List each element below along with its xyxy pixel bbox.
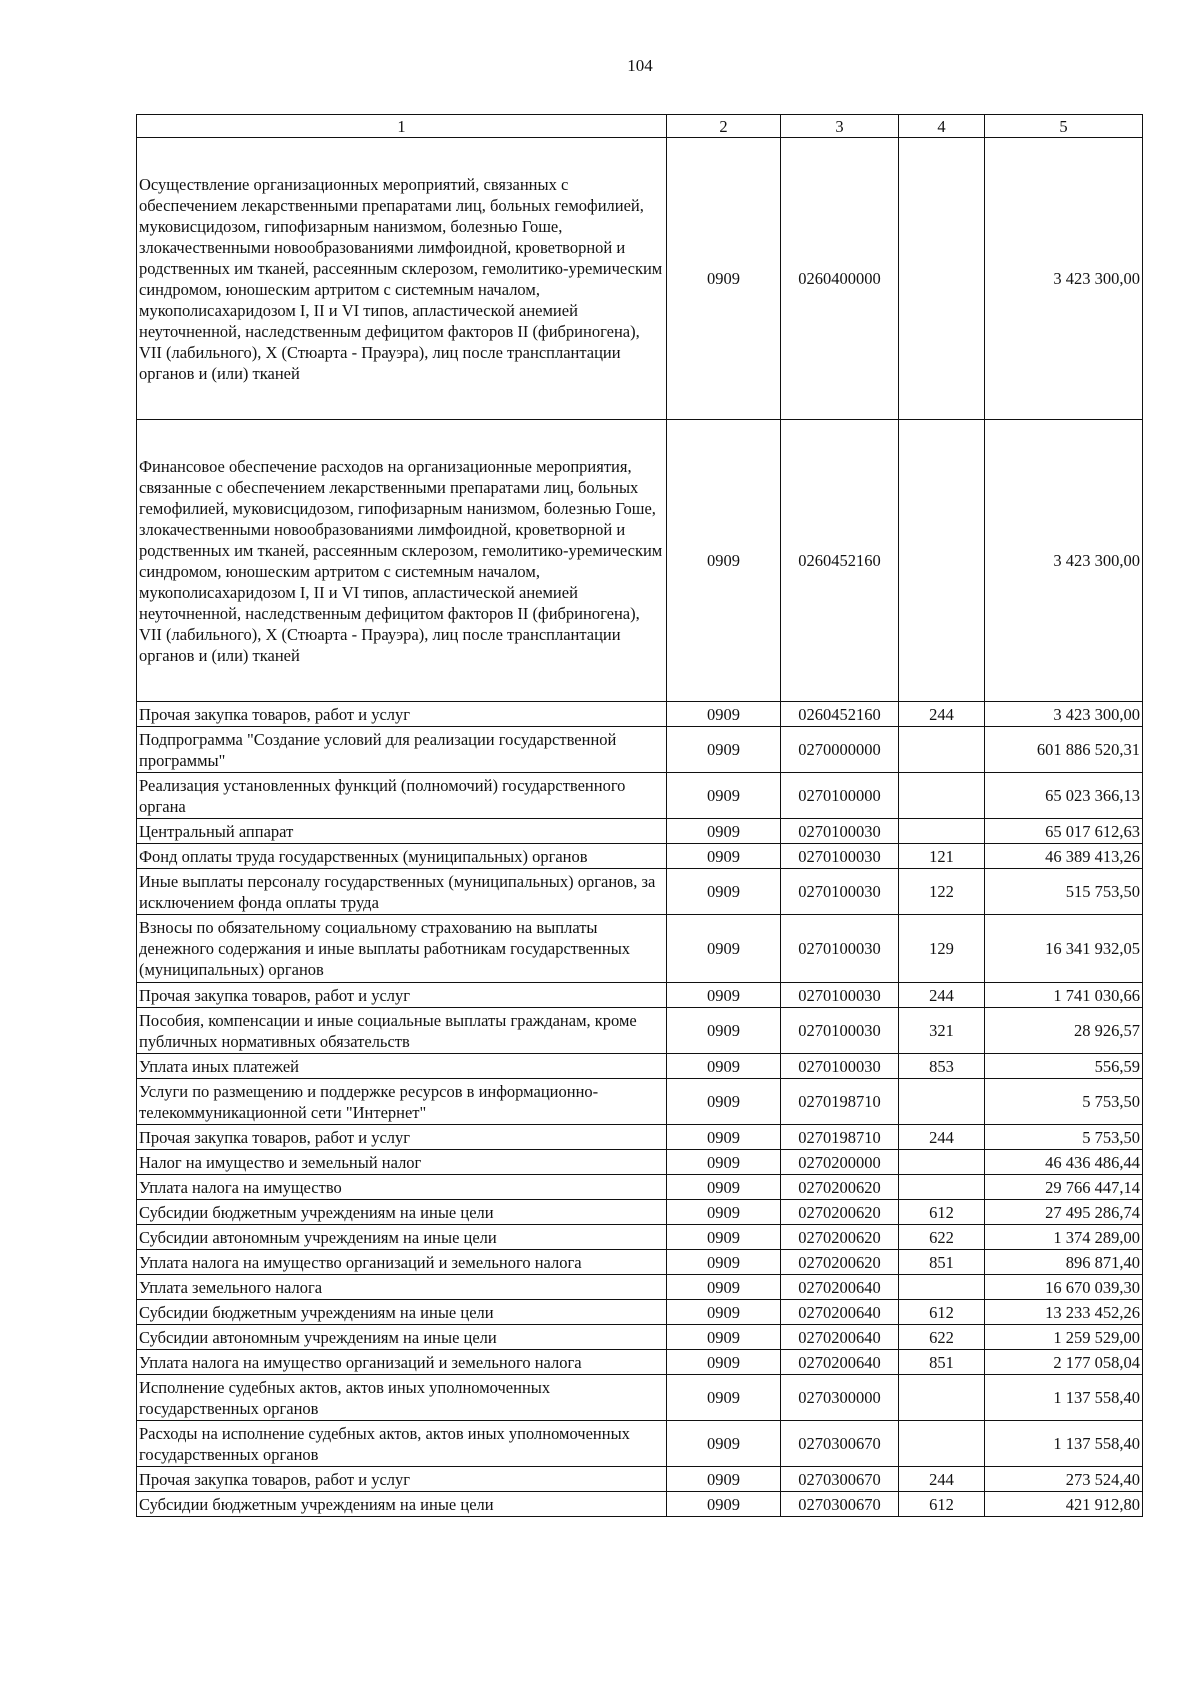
table-header-row bbox=[137, 115, 1143, 138]
section-code-cell: 0909 bbox=[667, 1200, 781, 1225]
table-row bbox=[137, 420, 1143, 702]
amount-cell: 1 259 529,00 bbox=[985, 1325, 1143, 1350]
section-code-cell: 0909 bbox=[667, 1300, 781, 1325]
amount-cell: 3 423 300,00 bbox=[985, 702, 1143, 727]
amount-cell: 46 389 413,26 bbox=[985, 844, 1143, 869]
table-row bbox=[137, 1150, 1143, 1175]
amount-cell: 421 912,80 bbox=[985, 1492, 1143, 1517]
amount-cell: 5 753,50 bbox=[985, 1079, 1143, 1125]
description-cell: Осуществление организационных мероприятий, связанных с обеспечением лекарственными препаратами лиц, больных гемофилией, муковисцидозом, гипофизарным нанизмом, болезнью Гоше, злокачественными новообразованиями лимфоидной, кроветворной и родственных им тканей, рассеянным склерозом, гемолитико-уремическим синдромом, юношеским артритом с системным началом, мукополисахаридозом I, II и VI типов, апластической анемией неуточненной, наследственным дефицитом факторов II (фибриногена), VII (лабильного), X (Стюарта - Прауэра), лиц после трансплантации органов и (или) тканей bbox=[137, 138, 667, 420]
table-row bbox=[137, 727, 1143, 773]
target-article-cell: 0270200620 bbox=[781, 1175, 899, 1200]
table-row bbox=[137, 1492, 1143, 1517]
section-code-cell: 0909 bbox=[667, 1008, 781, 1054]
amount-cell: 1 374 289,00 bbox=[985, 1225, 1143, 1250]
target-article-cell: 0260452160 bbox=[781, 420, 899, 702]
table-row bbox=[137, 915, 1143, 983]
target-article-cell: 0270100000 bbox=[781, 773, 899, 819]
target-article-cell: 0270198710 bbox=[781, 1125, 899, 1150]
amount-cell: 556,59 bbox=[985, 1054, 1143, 1079]
section-code-cell: 0909 bbox=[667, 702, 781, 727]
expense-type-cell: 129 bbox=[899, 915, 985, 983]
amount-cell: 13 233 452,26 bbox=[985, 1300, 1143, 1325]
amount-cell: 16 341 932,05 bbox=[985, 915, 1143, 983]
description-cell: Реализация установленных функций (полномочий) государственного органа bbox=[137, 773, 667, 819]
description-cell: Уплата земельного налога bbox=[137, 1275, 667, 1300]
table-row bbox=[137, 773, 1143, 819]
expense-type-cell bbox=[899, 773, 985, 819]
target-article-cell: 0270100030 bbox=[781, 983, 899, 1008]
description-cell: Уплата налога на имущество организаций и земельного налога bbox=[137, 1250, 667, 1275]
expense-type-cell bbox=[899, 138, 985, 420]
table-row bbox=[137, 869, 1143, 915]
expense-type-cell: 851 bbox=[899, 1350, 985, 1375]
target-article-cell: 0270200620 bbox=[781, 1250, 899, 1275]
expense-type-cell bbox=[899, 727, 985, 773]
table-row bbox=[137, 844, 1143, 869]
section-code-cell: 0909 bbox=[667, 1225, 781, 1250]
table-row bbox=[137, 1125, 1143, 1150]
amount-cell: 2 177 058,04 bbox=[985, 1350, 1143, 1375]
expense-type-cell: 851 bbox=[899, 1250, 985, 1275]
description-cell: Субсидии автономным учреждениям на иные цели bbox=[137, 1325, 667, 1350]
amount-cell: 1 137 558,40 bbox=[985, 1421, 1143, 1467]
table-row bbox=[137, 1421, 1143, 1467]
table-row bbox=[137, 1250, 1143, 1275]
description-cell: Прочая закупка товаров, работ и услуг bbox=[137, 702, 667, 727]
amount-cell: 5 753,50 bbox=[985, 1125, 1143, 1150]
expense-type-cell: 622 bbox=[899, 1225, 985, 1250]
amount-cell: 515 753,50 bbox=[985, 869, 1143, 915]
target-article-cell: 0270000000 bbox=[781, 727, 899, 773]
expense-type-cell bbox=[899, 420, 985, 702]
table-row bbox=[137, 1225, 1143, 1250]
target-article-cell: 0270100030 bbox=[781, 844, 899, 869]
description-cell: Фонд оплаты труда государственных (муниципальных) органов bbox=[137, 844, 667, 869]
target-article-cell: 0270198710 bbox=[781, 1079, 899, 1125]
section-code-cell: 0909 bbox=[667, 819, 781, 844]
table-row bbox=[137, 1325, 1143, 1350]
target-article-cell: 0270300670 bbox=[781, 1421, 899, 1467]
section-code-cell: 0909 bbox=[667, 869, 781, 915]
header-col-2: 2 bbox=[667, 115, 781, 138]
section-code-cell: 0909 bbox=[667, 1467, 781, 1492]
amount-cell: 1 137 558,40 bbox=[985, 1375, 1143, 1421]
description-cell: Субсидии бюджетным учреждениям на иные цели bbox=[137, 1492, 667, 1517]
amount-cell: 29 766 447,14 bbox=[985, 1175, 1143, 1200]
table-row bbox=[137, 983, 1143, 1008]
target-article-cell: 0270100030 bbox=[781, 1008, 899, 1054]
target-article-cell: 0270300670 bbox=[781, 1467, 899, 1492]
section-code-cell: 0909 bbox=[667, 138, 781, 420]
expense-type-cell: 612 bbox=[899, 1492, 985, 1517]
expense-type-cell: 612 bbox=[899, 1200, 985, 1225]
expense-type-cell bbox=[899, 1375, 985, 1421]
expense-type-cell: 622 bbox=[899, 1325, 985, 1350]
header-col-3: 3 bbox=[781, 115, 899, 138]
description-cell: Финансовое обеспечение расходов на организационные мероприятия, связанные с обеспечением лекарственными препаратами лиц, больных гемофилией, муковисцидозом, гипофизарным нанизмом, болезнью Гоше, злокачественными новообразованиями лимфоидной, кроветворной и родственных им тканей, рассеянным склерозом, гемолитико-уремическим синдромом, юношеским артритом с системным началом, мукополисахаридозом I, II и VI типов, апластической анемией неуточненной, наследственным дефицитом факторов II (фибриногена), VII (лабильного), X (Стюарта - Прауэра), лиц после трансплантации органов и (или) тканей bbox=[137, 420, 667, 702]
amount-cell: 27 495 286,74 bbox=[985, 1200, 1143, 1225]
table-row bbox=[137, 1300, 1143, 1325]
description-cell: Уплата налога на имущество организаций и земельного налога bbox=[137, 1350, 667, 1375]
target-article-cell: 0260400000 bbox=[781, 138, 899, 420]
header-col-4: 4 bbox=[899, 115, 985, 138]
description-cell: Расходы на исполнение судебных актов, актов иных уполномоченных государственных органов bbox=[137, 1421, 667, 1467]
table-row bbox=[137, 1375, 1143, 1421]
description-cell: Субсидии бюджетным учреждениям на иные цели bbox=[137, 1300, 667, 1325]
section-code-cell: 0909 bbox=[667, 1375, 781, 1421]
description-cell: Взносы по обязательному социальному страхованию на выплаты денежного содержания и иные выплаты работникам государственных (муниципальных) органов bbox=[137, 915, 667, 983]
description-cell: Субсидии бюджетным учреждениям на иные цели bbox=[137, 1200, 667, 1225]
header-col-5: 5 bbox=[985, 115, 1143, 138]
section-code-cell: 0909 bbox=[667, 420, 781, 702]
expense-type-cell bbox=[899, 1150, 985, 1175]
description-cell: Уплата иных платежей bbox=[137, 1054, 667, 1079]
target-article-cell: 0270300670 bbox=[781, 1492, 899, 1517]
table-row bbox=[137, 138, 1143, 420]
description-cell: Уплата налога на имущество bbox=[137, 1175, 667, 1200]
expense-type-cell bbox=[899, 819, 985, 844]
section-code-cell: 0909 bbox=[667, 1250, 781, 1275]
target-article-cell: 0270300000 bbox=[781, 1375, 899, 1421]
section-code-cell: 0909 bbox=[667, 1350, 781, 1375]
expense-type-cell: 853 bbox=[899, 1054, 985, 1079]
expense-type-cell bbox=[899, 1175, 985, 1200]
section-code-cell: 0909 bbox=[667, 844, 781, 869]
amount-cell: 46 436 486,44 bbox=[985, 1150, 1143, 1175]
description-cell: Налог на имущество и земельный налог bbox=[137, 1150, 667, 1175]
table-row bbox=[137, 1467, 1143, 1492]
amount-cell: 601 886 520,31 bbox=[985, 727, 1143, 773]
section-code-cell: 0909 bbox=[667, 1421, 781, 1467]
amount-cell: 16 670 039,30 bbox=[985, 1275, 1143, 1300]
description-cell: Исполнение судебных актов, актов иных уполномоченных государственных органов bbox=[137, 1375, 667, 1421]
target-article-cell: 0270200000 bbox=[781, 1150, 899, 1175]
amount-cell: 3 423 300,00 bbox=[985, 138, 1143, 420]
target-article-cell: 0270200640 bbox=[781, 1350, 899, 1375]
amount-cell: 65 017 612,63 bbox=[985, 819, 1143, 844]
expense-type-cell: 244 bbox=[899, 702, 985, 727]
description-cell: Центральный аппарат bbox=[137, 819, 667, 844]
section-code-cell: 0909 bbox=[667, 1325, 781, 1350]
target-article-cell: 0270100030 bbox=[781, 915, 899, 983]
page-number: 104 bbox=[627, 56, 653, 75]
table-row bbox=[137, 1200, 1143, 1225]
amount-cell: 65 023 366,13 bbox=[985, 773, 1143, 819]
section-code-cell: 0909 bbox=[667, 1054, 781, 1079]
table-row bbox=[137, 1175, 1143, 1200]
table-row bbox=[137, 1275, 1143, 1300]
description-cell: Подпрограмма "Создание условий для реализации государственной программы" bbox=[137, 727, 667, 773]
target-article-cell: 0270200640 bbox=[781, 1275, 899, 1300]
section-code-cell: 0909 bbox=[667, 1125, 781, 1150]
table-row bbox=[137, 1008, 1143, 1054]
expense-type-cell bbox=[899, 1079, 985, 1125]
expense-type-cell bbox=[899, 1275, 985, 1300]
section-code-cell: 0909 bbox=[667, 727, 781, 773]
expense-type-cell: 321 bbox=[899, 1008, 985, 1054]
budget-table bbox=[136, 114, 1143, 1517]
expense-type-cell: 121 bbox=[899, 844, 985, 869]
target-article-cell: 0270200640 bbox=[781, 1300, 899, 1325]
amount-cell: 28 926,57 bbox=[985, 1008, 1143, 1054]
section-code-cell: 0909 bbox=[667, 773, 781, 819]
expense-type-cell: 122 bbox=[899, 869, 985, 915]
section-code-cell: 0909 bbox=[667, 983, 781, 1008]
amount-cell: 3 423 300,00 bbox=[985, 420, 1143, 702]
table-row bbox=[137, 1350, 1143, 1375]
section-code-cell: 0909 bbox=[667, 1079, 781, 1125]
table-row bbox=[137, 819, 1143, 844]
description-cell: Прочая закупка товаров, работ и услуг bbox=[137, 983, 667, 1008]
amount-cell: 896 871,40 bbox=[985, 1250, 1143, 1275]
expense-type-cell: 612 bbox=[899, 1300, 985, 1325]
description-cell: Иные выплаты персоналу государственных (муниципальных) органов, за исключением фонда оплаты труда bbox=[137, 869, 667, 915]
description-cell: Услуги по размещению и поддержке ресурсов в информационно-телекоммуникационной сети "Интернет" bbox=[137, 1079, 667, 1125]
section-code-cell: 0909 bbox=[667, 1175, 781, 1200]
section-code-cell: 0909 bbox=[667, 1150, 781, 1175]
header-col-1: 1 bbox=[137, 115, 667, 138]
amount-cell: 273 524,40 bbox=[985, 1467, 1143, 1492]
target-article-cell: 0270100030 bbox=[781, 819, 899, 844]
target-article-cell: 0270100030 bbox=[781, 869, 899, 915]
expense-type-cell bbox=[899, 1421, 985, 1467]
expense-type-cell: 244 bbox=[899, 1125, 985, 1150]
table-row bbox=[137, 1079, 1143, 1125]
target-article-cell: 0270200620 bbox=[781, 1200, 899, 1225]
expense-type-cell: 244 bbox=[899, 983, 985, 1008]
target-article-cell: 0260452160 bbox=[781, 702, 899, 727]
section-code-cell: 0909 bbox=[667, 1492, 781, 1517]
section-code-cell: 0909 bbox=[667, 915, 781, 983]
target-article-cell: 0270200640 bbox=[781, 1325, 899, 1350]
target-article-cell: 0270100030 bbox=[781, 1054, 899, 1079]
target-article-cell: 0270200620 bbox=[781, 1225, 899, 1250]
section-code-cell: 0909 bbox=[667, 1275, 781, 1300]
description-cell: Прочая закупка товаров, работ и услуг bbox=[137, 1467, 667, 1492]
description-cell: Субсидии автономным учреждениям на иные цели bbox=[137, 1225, 667, 1250]
description-cell: Прочая закупка товаров, работ и услуг bbox=[137, 1125, 667, 1150]
expense-type-cell: 244 bbox=[899, 1467, 985, 1492]
description-cell: Пособия, компенсации и иные социальные выплаты гражданам, кроме публичных нормативных обязательств bbox=[137, 1008, 667, 1054]
amount-cell: 1 741 030,66 bbox=[985, 983, 1143, 1008]
table-row bbox=[137, 1054, 1143, 1079]
table-row bbox=[137, 702, 1143, 727]
